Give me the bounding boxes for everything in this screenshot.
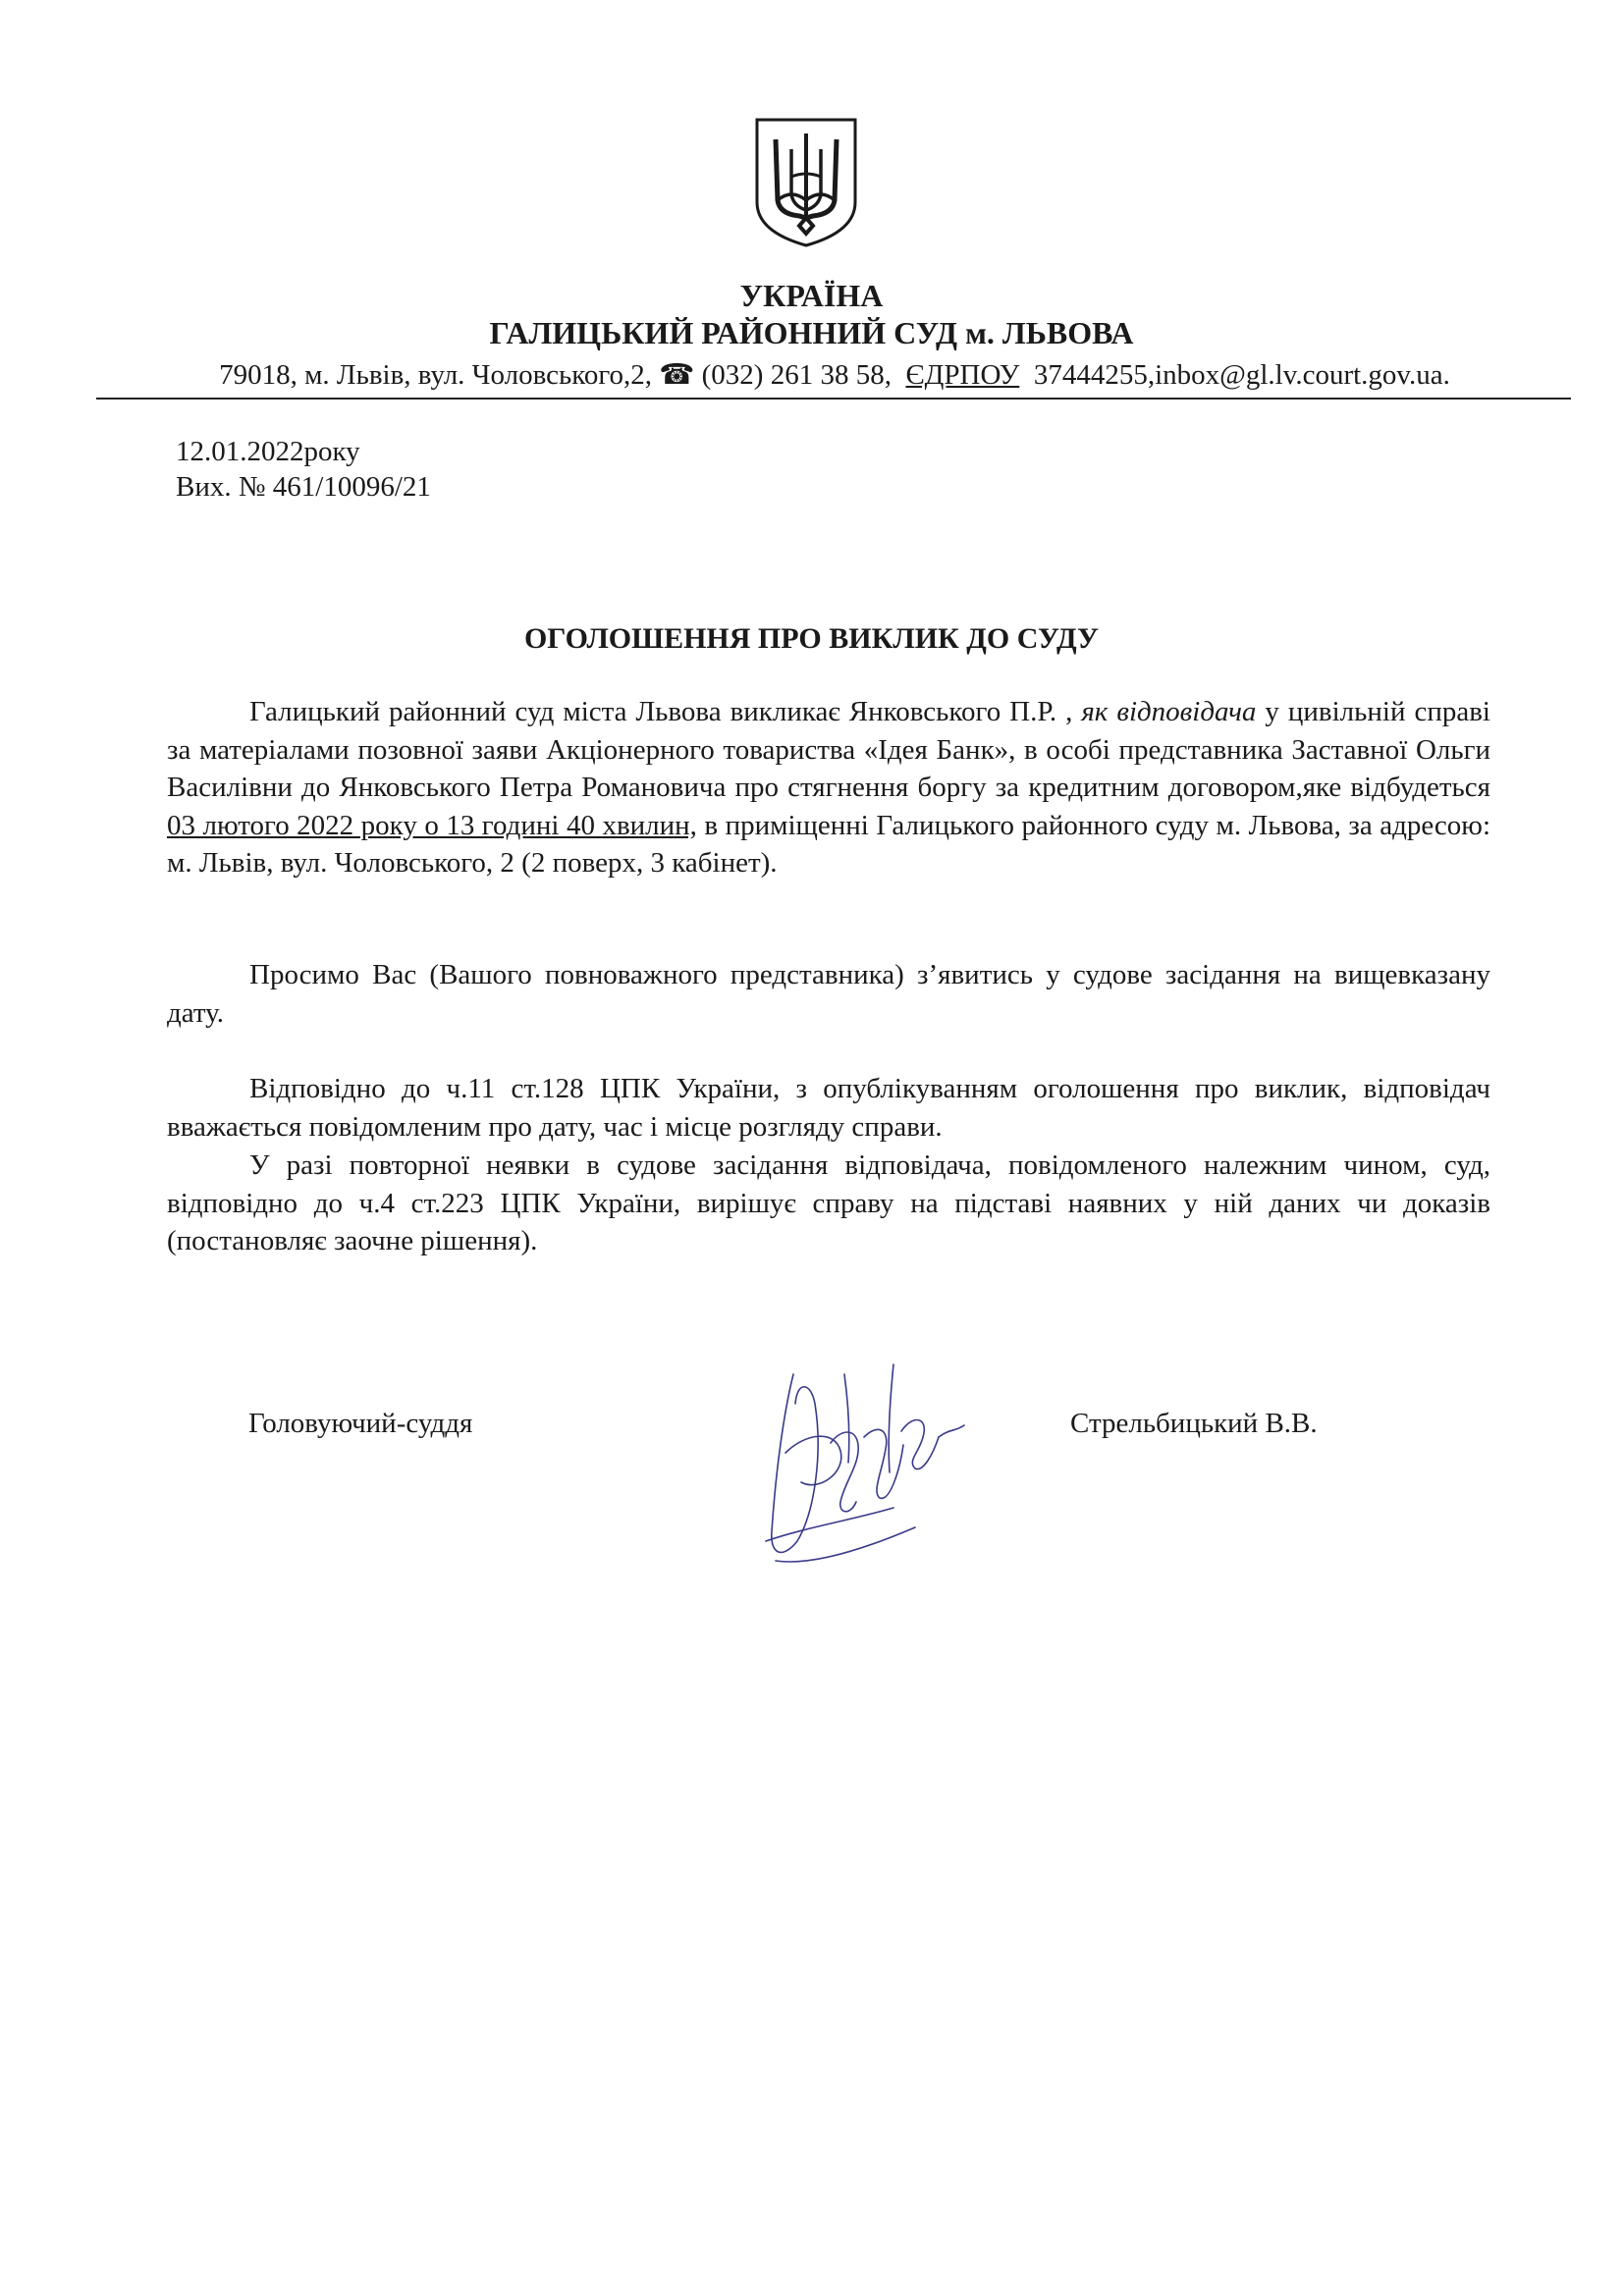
court-address-line: 79018, м. Львів, вул. Чоловського,2, ☎ (032) 261 38 58, ЄДРПОУ 37444255,inbox@gl.lv.court.gov.ua.: [219, 359, 1450, 391]
judge-name: Стрельбицький В.В.: [1070, 1408, 1318, 1439]
absence-paragraph: [167, 1147, 1490, 1260]
summons-text-c: в приміщенні Галицького районного суду м. Львова, за адресою: м. Львів, вул. Чоловського, 2 (2 поверх, 3 кабінет).: [167, 809, 1491, 879]
summons-text-a: Галицький районний суд міста Львова викликає Янковського П.Р. ,: [249, 696, 1082, 727]
document-title: ОГОЛОШЕННЯ ПРО ВИКЛИК ДО СУДУ: [523, 622, 1100, 655]
document-date: 12.01.2022року: [176, 436, 360, 467]
edrpou-label: ЄДРПОУ: [905, 359, 1020, 391]
judge-title: Головуючий-суддя: [248, 1408, 473, 1439]
request-text: Просимо Вас (Вашого повноважного представника) з’явитись у судове засідання на вищевказану дату.: [167, 959, 1490, 1029]
phone-icon: ☎: [659, 359, 695, 391]
court-name: ГАЛИЦЬКИЙ РАЙОННИЙ СУД м. ЛЬВОВА: [489, 315, 1134, 350]
absence-text: У разі повторної неявки в судове засідання відповідача, повідомленого належним чином, суд, відповідно до ч.4 ст.223 ЦПК України, вирішує справу на підставі наявних у ній даних чи доказів (постановляє заочне рішення).: [167, 1149, 1490, 1256]
header-divider: [96, 398, 1571, 400]
court-phone: (032) 261 38 58: [701, 359, 885, 391]
hearing-datetime: 03 лютого 2022 року о 13 годині 40 хвилин,: [167, 809, 697, 841]
country-name: УКРАЇНА: [739, 278, 884, 313]
summons-paragraph: [167, 693, 1490, 882]
outgoing-number: Вих. № 461/10096/21: [176, 471, 431, 503]
edrpou-and-email: 37444255,inbox@gl.lv.court.gov.ua.: [1033, 359, 1450, 391]
coat-of-arms-emblem: [752, 116, 860, 247]
handwritten-signature: [746, 1335, 982, 1580]
notification-text: Відповідно до ч.11 ст.128 ЦПК України, з опублікуванням оголошення про виклик, відповідач вважається повідомленим про дату, час і місце розгляду справи.: [167, 1073, 1490, 1143]
defendant-role: як відповідача: [1081, 696, 1257, 727]
request-paragraph: [167, 956, 1490, 1032]
summons-text-b: у цивільній справі за матеріалами позовної заяви Акціонерного товариства «Ідея Банк», в особі представника Заставної Ольги Василівни до Янковського Петра Романовича про стягнення боргу за кредитним договором,яке відбудеться: [167, 696, 1490, 803]
court-address: 79018, м. Львів, вул. Чоловського,2,: [219, 359, 653, 391]
notification-paragraph: [167, 1070, 1490, 1146]
